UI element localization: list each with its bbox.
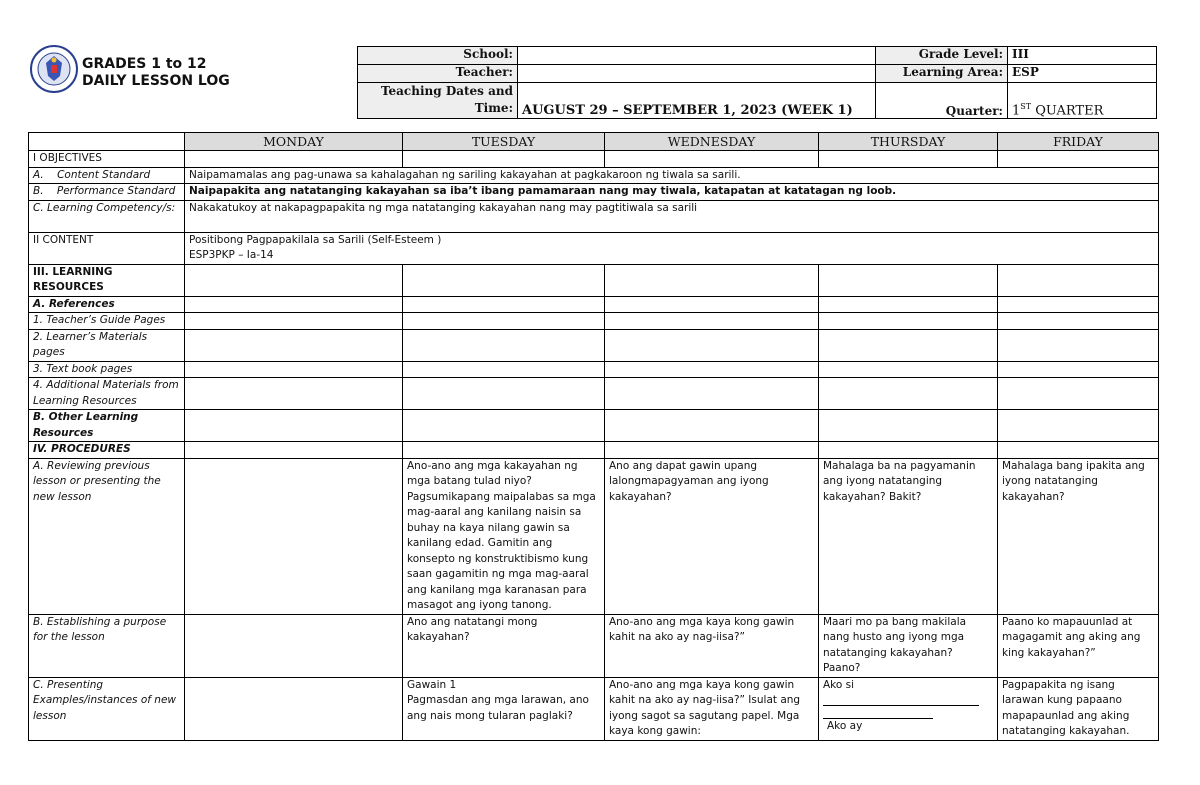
procedure-a-monday: [185, 458, 403, 614]
textbook-label: 3. Text book pages: [29, 361, 185, 378]
teaching-dates-label: Teaching Dates and Time:: [358, 83, 518, 119]
learners-materials-label: 2. Learner’s Materials pages: [29, 329, 185, 361]
quarter-number: 1: [1012, 103, 1021, 118]
procedure-c-monday: [185, 677, 403, 740]
content-standard-text: Naipamamalas ang pag-unawa sa kahalagahan ng sariling kakayahan at pagkakaroon ng tiwala sa sarili.: [185, 167, 1159, 184]
teacher-label: Teacher:: [358, 65, 518, 83]
teachers-guide-row: [29, 313, 1159, 330]
grade-level-value: III: [1008, 47, 1157, 65]
school-label: School:: [358, 47, 518, 65]
answer-blank-line-2: [823, 706, 933, 719]
content-label: II CONTENT: [29, 232, 185, 264]
procedure-b-label: B. Establishing a purpose for the lesson: [29, 614, 185, 677]
procedure-a-friday: Mahalaga bang ipakita ang iyong natatanging kakayahan?: [998, 458, 1159, 614]
performance-standard-label: B. Performance Standard: [29, 184, 185, 201]
day-header-row: [29, 133, 1159, 151]
objectives-label: I OBJECTIVES: [29, 151, 185, 168]
quarter-suffix: ST: [1020, 101, 1032, 111]
quarter-word: QUARTER: [1031, 103, 1104, 118]
additional-materials-label: 4. Additional Materials from Learning Resources: [29, 378, 185, 410]
other-resources-row: [29, 410, 1159, 442]
procedure-a-thursday: Mahalaga ba na pagyamanin ang iyong natatanging kakayahan? Bakit?: [819, 458, 998, 614]
competency-row: [29, 200, 1159, 232]
teacher-value: [518, 65, 876, 83]
procedure-c-wednesday: Ano-ano ang mga kaya kong gawin kahit na ako ay nag-iisa?” Isulat ang iyong sagot sa sagutang papel. Mga kaya kong gawin:: [605, 677, 819, 740]
content-row: [29, 232, 1159, 264]
performance-standard-text: Naipapakita ang natatanging kakayahan sa iba’t ibang pamamaraan nang may tiwala, katapatan at katatagan ng loob.: [185, 184, 1159, 201]
learning-area-label: Learning Area:: [876, 65, 1008, 83]
quarter-value: [1008, 83, 1157, 119]
day-thursday: THURSDAY: [819, 133, 998, 151]
procedure-c-tuesday: [403, 677, 605, 740]
content-code: ESP3PKP – Ia-14: [189, 249, 274, 261]
gawain-instruction: Pagmasdan ang mga larawan, ano ang nais mong tularan paglaki?: [407, 694, 589, 722]
procedures-label: IV. PROCEDURES: [29, 442, 185, 459]
procedure-a-label: A. Reviewing previous lesson or presenting the new lesson: [29, 458, 185, 614]
header-info-table: [357, 46, 1157, 119]
performance-standard-row: [29, 184, 1159, 201]
procedure-b-friday: Paano ko mapauunlad at magagamit ang aking ang king kakayahan?”: [998, 614, 1159, 677]
procedure-a-wednesday: Ano ang dapat gawin upang lalongmapagyaman ang iyong kakayahan?: [605, 458, 819, 614]
additional-materials-row: [29, 378, 1159, 410]
content-standard-row: [29, 167, 1159, 184]
day-friday: FRIDAY: [998, 133, 1159, 151]
title-line1: GRADES 1 to 12: [82, 56, 207, 72]
school-value: [518, 47, 876, 65]
content-standard-label: A. Content Standard: [29, 167, 185, 184]
procedure-c-thursday: [819, 677, 998, 740]
procedure-c-label: C. Presenting Examples/instances of new lesson: [29, 677, 185, 740]
content-text: [185, 232, 1159, 264]
day-monday: MONDAY: [185, 133, 403, 151]
answer-blank-line-1: [823, 693, 979, 706]
procedure-a-row: [29, 458, 1159, 614]
ako-si-text: Ako si: [823, 678, 855, 691]
procedure-b-monday: [185, 614, 403, 677]
procedures-row: [29, 442, 1159, 459]
competency-label: C. Learning Competency/s:: [29, 200, 185, 232]
teachers-guide-label: 1. Teacher’s Guide Pages: [29, 313, 185, 330]
learning-area-value: ESP: [1008, 65, 1157, 83]
lesson-log-table: [28, 132, 1159, 741]
procedure-c-row: [29, 677, 1159, 740]
procedure-a-tuesday: Ano-ano ang mga kakayahan ng mga batang tulad niyo? Pagsumikapang maipalabas sa mga mag-aaral ang kanilang naisin sa buhay na kaya nilang gawin sa kanilang edad. Gamitin ang konsepto ng konstruktibismo kung saan gagamitin ng mga mag-aaral ang kanilang mga karanasan para masagot ang iyong tanong.: [403, 458, 605, 614]
other-resources-label: B. Other Learning Resources: [29, 410, 185, 442]
procedure-c-friday: Pagpapakita ng isang larawan kung papaano mapapaunlad ang aking natatanging kakayahan.: [998, 677, 1159, 740]
procedure-b-tuesday: Ano ang natatangi mong kakayahan?: [403, 614, 605, 677]
title-line2: DAILY LESSON LOG: [82, 73, 230, 89]
grade-level-label: Grade Level:: [876, 47, 1008, 65]
references-row: [29, 296, 1159, 313]
teaching-dates-value: AUGUST 29 – SEPTEMBER 1, 2023 (WEEK 1): [518, 83, 876, 119]
gawain-title: Gawain 1: [407, 678, 457, 691]
objectives-row: [29, 151, 1159, 168]
day-tuesday: TUESDAY: [403, 133, 605, 151]
content-topic: Positibong Pagpapakilala sa Sarili (Self-Esteem ): [189, 233, 442, 246]
procedure-b-row: [29, 614, 1159, 677]
textbook-row: [29, 361, 1159, 378]
procedure-b-wednesday: Ano-ano ang mga kaya kong gawin kahit na ako ay nag-iisa?”: [605, 614, 819, 677]
quarter-label: Quarter:: [876, 83, 1008, 119]
deped-seal-logo: [30, 45, 78, 93]
references-label: A. References: [29, 296, 185, 313]
day-wednesday: WEDNESDAY: [605, 133, 819, 151]
resources-row: [29, 264, 1159, 296]
document-title: [82, 56, 230, 90]
ako-ay-text: Ako ay: [827, 720, 863, 732]
competency-text: Nakakatukoy at nakapagpapakita ng mga natatanging kakayahan nang may pagtitiwala sa sarili: [185, 200, 1159, 232]
procedure-b-thursday: Maari mo pa bang makilala nang husto ang iyong mga natatanging kakayahan? Paano?: [819, 614, 998, 677]
resources-label: III. LEARNING RESOURCES: [29, 264, 185, 296]
corner-cell: [29, 133, 185, 151]
learners-materials-row: [29, 329, 1159, 361]
